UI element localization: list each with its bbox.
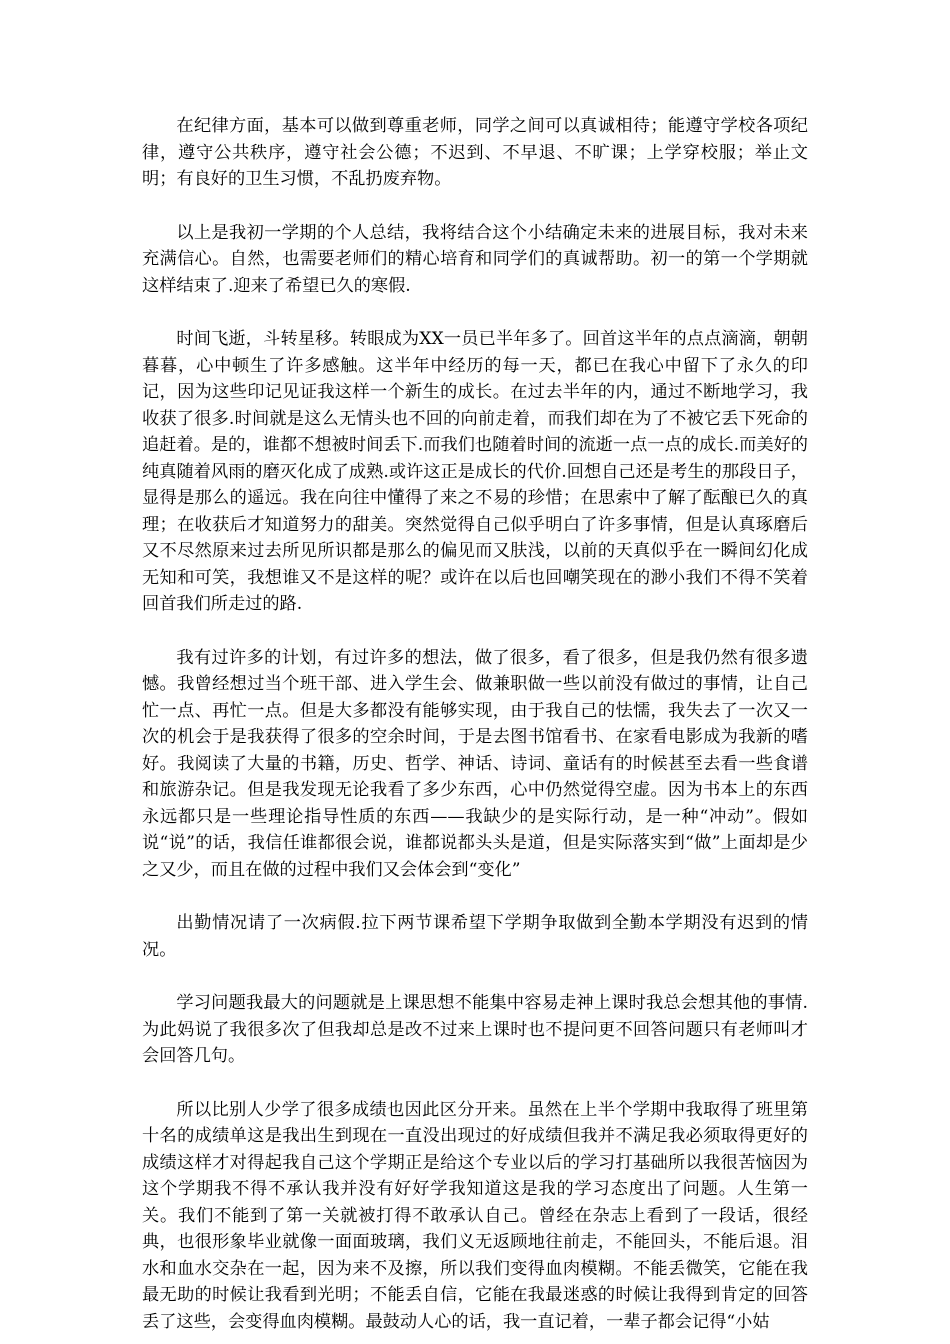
paragraph-semester-summary: 以上是我初一学期的个人总结，我将结合这个小结确定未来的进展目标，我对未来充满信心。自然，也需要老师们的精心培育和同学们的真诚帮助。初一的第一个学期就这样结束了.迎来了希望已久的寒假.: [142, 222, 808, 296]
paragraph-plans-regrets: 我有过许多的计划，有过许多的想法，做了很多，看了很多，但是我仍然有很多遗憾。我曾经想过当个班干部、进入学生会、做兼职做一些以前没有做过的事情，让自己忙一点、再忙一点。但是大多都没有能够实现，由于我自己的怯懦，我失去了一次又一次的机会于是我获得了很多的空余时间，于是去图书馆看书、在家看电影成为我新的嗜好。我阅读了大量的书籍，历史、哲学、神话、诗词、童话有的时候甚至去看一些食谱和旅游杂记。但是我发现无论我看了多少东西，心中仍然觉得空虚。因为书本上的东西永远都只是一些理论指导性质的东西——我缺少的是实际行动，是一种“冲动”。假如说“说”的话，我信任谁都很会说，谁都说都头头是道，但是实际落实到“做”上面却是少之又少，而且在做的过程中我们又会体会到“变化”: [142, 647, 808, 880]
paragraph-reflection: 时间飞逝，斗转星移。转眼成为XX一员已半年多了。回首这半年的点点滴滴，朝朝暮暮，心中顿生了许多感触。这半年中经历的每一天，都已在我心中留下了永久的印记，因为这些印记见证我这样一个新生的成长。在过去半年的内，通过不断地学习，我收获了很多.时间就是这么无情头也不回的向前走着，而我们却在为了不被它丢下死命的追赶着。是的，谁都不想被时间丢下.而我们也随着时间的流逝一点一点的成长.而美好的纯真随着风雨的磨灭化成了成熟.或许这正是成长的代价.回想自己还是考生的那段日子，显得是那么的遥远。我在向往中懂得了来之不易的珍惜；在思索中了解了酝酿已久的真理；在收获后才知道努力的甜美。突然觉得自己似乎明白了许多事情，但是认真琢磨后又不尽然原来过去所见所识都是那么的偏见而又肤浅，以前的天真似乎在一瞬间幻化成无知和可笑，我想谁又不是这样的呢？或许在以后也回嘲笑现在的渺小我们不得不笑着回首我们所走过的路.: [142, 329, 808, 614]
paragraph-grades: 所以比别人少学了很多成绩也因此区分开来。虽然在上半个学期中我取得了班里第十名的成绩单这是我出生到现在一直没出现过的好成绩但我并不满足我必须取得更好的成绩这样才对得起我自己这个学期正是给这个专业以后的学习打基础所以我很苦恼因为这个学期我不得不承认我并没有好好学我知道这是我的学习态度出了问题。人生第一关。我们不能到了第一关就被打得不敢承认自己。曾经在杂志上看到了一段话，很经典，也很形象毕业就像一面面玻璃，我们义无返顾地往前走，不能回头，不能后退。泪水和血水交杂在一起，因为来不及擦，所以我们变得血肉模糊。不能丢微笑，它能在我最无助的时候让我看到光明；不能丢自信，它能在我最迷惑的时候让我得到肯定的回答丢了这些，会变得血肉模糊。最鼓动人心的话，我一直记着，一辈子都会记得“小姑: [142, 1099, 808, 1332]
paragraph-attendance: 出勤情况请了一次病假.拉下两节课希望下学期争取做到全勤本学期没有迟到的情况。: [142, 913, 808, 960]
paragraph-discipline: 在纪律方面，基本可以做到尊重老师，同学之间可以真诚相待；能遵守学校各项纪律，遵守公共秩序，遵守社会公德；不迟到、不早退、不旷课；上学穿校服；举止文明；有良好的卫生习惯，不乱扔废弃物。: [142, 116, 808, 189]
paragraph-study-problems: 学习问题我最大的问题就是上课思想不能集中容易走神上课时我总会想其他的事情.为此妈说了我很多次了但我却总是改不过来上课时也不提问更不回答问题只有老师叫才会回答几句。: [142, 993, 808, 1066]
